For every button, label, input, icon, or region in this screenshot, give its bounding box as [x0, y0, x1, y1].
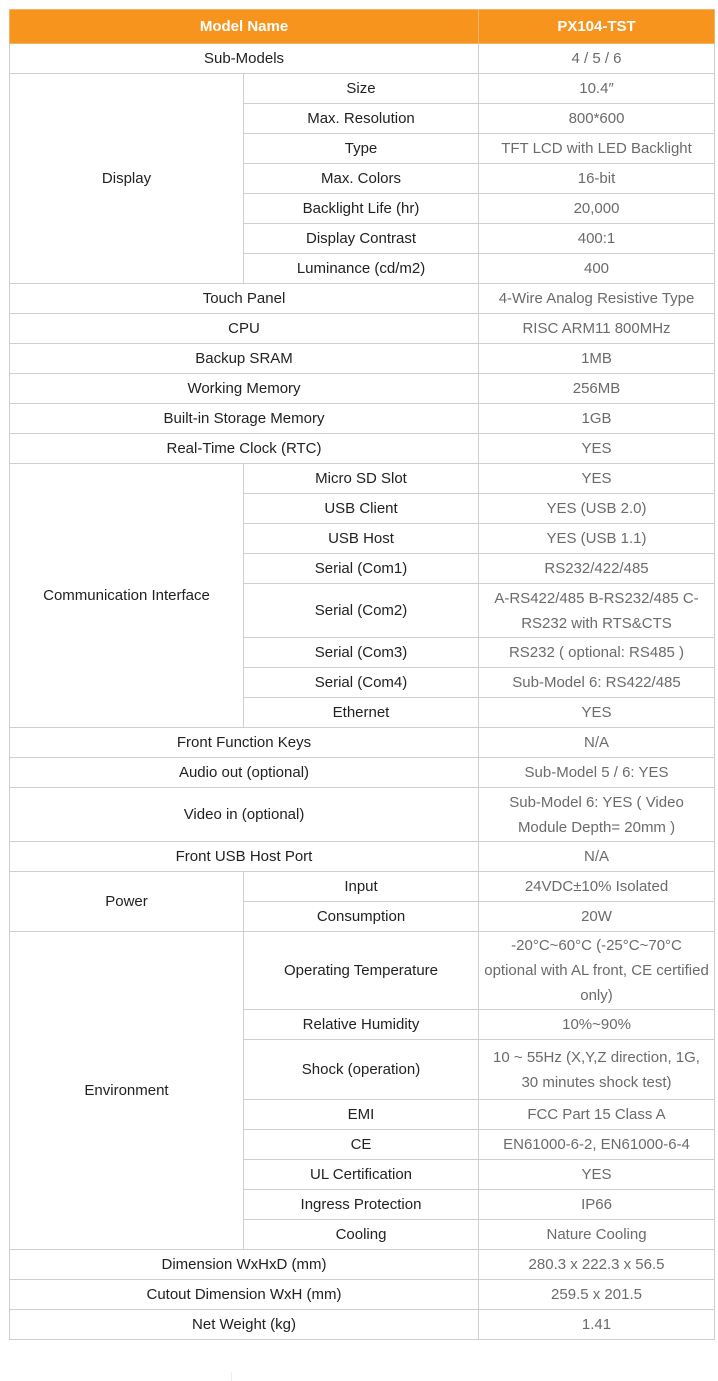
- row-label: Video in (optional): [10, 788, 479, 842]
- table-row: [10, 464, 715, 494]
- row-label: EMI: [244, 1100, 479, 1130]
- row-label: USB Client: [244, 494, 479, 524]
- row-value: 10%~90%: [479, 1010, 715, 1040]
- row-value: 280.3 x 222.3 x 56.5: [479, 1250, 715, 1280]
- row-label: Type: [244, 134, 479, 164]
- row-label: Front USB Host Port: [10, 842, 479, 872]
- row-value: YES (USB 2.0): [479, 494, 715, 524]
- row-value: N/A: [479, 842, 715, 872]
- row-label: Operating Temperature: [244, 932, 479, 1010]
- row-label: Ethernet: [244, 698, 479, 728]
- row-value: 10.4″: [479, 74, 715, 104]
- table-row: [10, 788, 715, 842]
- table-row: [10, 758, 715, 788]
- row-label: Audio out (optional): [10, 758, 479, 788]
- row-label: Ingress Protection: [244, 1190, 479, 1220]
- row-label: CPU: [10, 314, 479, 344]
- table-row: [10, 434, 715, 464]
- row-label: Serial (Com2): [244, 584, 479, 638]
- row-label: Micro SD Slot: [244, 464, 479, 494]
- group-label-power: Power: [10, 872, 244, 932]
- row-value: 4 / 5 / 6: [479, 44, 715, 74]
- row-label: Net Weight (kg): [10, 1310, 479, 1340]
- row-value: IP66: [479, 1190, 715, 1220]
- row-label: Luminance (cd/m2): [244, 254, 479, 284]
- row-label: Dimension WxHxD (mm): [10, 1250, 479, 1280]
- row-value: YES (USB 1.1): [479, 524, 715, 554]
- row-value: A-RS422/485 B-RS232/485 C-RS232 with RTS&CTS: [479, 584, 715, 638]
- row-value: Sub-Model 6: RS422/485: [479, 668, 715, 698]
- row-label: Cutout Dimension WxH (mm): [10, 1280, 479, 1310]
- row-label: Display Contrast: [244, 224, 479, 254]
- table-header-row: [10, 10, 715, 44]
- table-row: [10, 44, 715, 74]
- row-value: 400:1: [479, 224, 715, 254]
- row-value: Sub-Model 5 / 6: YES: [479, 758, 715, 788]
- row-value: Sub-Model 6: YES ( Video Module Depth= 20mm ): [479, 788, 715, 842]
- row-label: Front Function Keys: [10, 728, 479, 758]
- table-row: [10, 932, 715, 1010]
- row-value: YES: [479, 434, 715, 464]
- table-row: [10, 728, 715, 758]
- row-value: RISC ARM11 800MHz: [479, 314, 715, 344]
- row-value: EN61000-6-2, EN61000-6-4: [479, 1130, 715, 1160]
- table-row: [10, 872, 715, 902]
- row-value: TFT LCD with LED Backlight: [479, 134, 715, 164]
- table-row: [10, 1250, 715, 1280]
- table-row: [10, 842, 715, 872]
- row-label: Backlight Life (hr): [244, 194, 479, 224]
- header-value: PX104-TST: [479, 10, 715, 44]
- row-label: USB Host: [244, 524, 479, 554]
- row-label: Built-in Storage Memory: [10, 404, 479, 434]
- header-label: Model Name: [10, 10, 479, 44]
- row-label: Input: [244, 872, 479, 902]
- row-value: 10 ~ 55Hz (X,Y,Z direction, 1G, 30 minutes shock test): [479, 1040, 715, 1100]
- row-label: Serial (Com1): [244, 554, 479, 584]
- table-row: [10, 1310, 715, 1340]
- table-row: [10, 344, 715, 374]
- row-label: Consumption: [244, 902, 479, 932]
- group-label-display: Display: [10, 74, 244, 284]
- table-row: [10, 404, 715, 434]
- row-value: 800*600: [479, 104, 715, 134]
- row-value: FCC Part 15 Class A: [479, 1100, 715, 1130]
- row-value: 20W: [479, 902, 715, 932]
- row-value: 1GB: [479, 404, 715, 434]
- row-label: Serial (Com3): [244, 638, 479, 668]
- row-label: Serial (Com4): [244, 668, 479, 698]
- row-value: 4-Wire Analog Resistive Type: [479, 284, 715, 314]
- table-row: [10, 1280, 715, 1310]
- table-row: [10, 314, 715, 344]
- row-value: YES: [479, 698, 715, 728]
- row-label: Touch Panel: [10, 284, 479, 314]
- row-label: Working Memory: [10, 374, 479, 404]
- row-value: YES: [479, 464, 715, 494]
- row-label: Shock (operation): [244, 1040, 479, 1100]
- row-value: 400: [479, 254, 715, 284]
- row-value: 1MB: [479, 344, 715, 374]
- row-label: Cooling: [244, 1220, 479, 1250]
- row-label: Real-Time Clock (RTC): [10, 434, 479, 464]
- table-row: [10, 374, 715, 404]
- row-value: RS232/422/485: [479, 554, 715, 584]
- spec-table: [9, 9, 715, 1340]
- row-value: N/A: [479, 728, 715, 758]
- divider: [231, 1372, 232, 1381]
- row-label: CE: [244, 1130, 479, 1160]
- row-value: 24VDC±10% Isolated: [479, 872, 715, 902]
- row-value: Nature Cooling: [479, 1220, 715, 1250]
- table-row: [10, 74, 715, 104]
- row-value: 20,000: [479, 194, 715, 224]
- row-label: Relative Humidity: [244, 1010, 479, 1040]
- group-label-communication: Communication Interface: [10, 464, 244, 728]
- row-label: Max. Colors: [244, 164, 479, 194]
- row-value: -20°C~60°C (-25°C~70°C optional with AL front, CE certified only): [479, 932, 715, 1010]
- row-label: Max. Resolution: [244, 104, 479, 134]
- row-value: 256MB: [479, 374, 715, 404]
- row-value: RS232 ( optional: RS485 ): [479, 638, 715, 668]
- row-label: UL Certification: [244, 1160, 479, 1190]
- row-value: 16-bit: [479, 164, 715, 194]
- row-value: 1.41: [479, 1310, 715, 1340]
- row-label: Sub-Models: [10, 44, 479, 74]
- row-value: 259.5 x 201.5: [479, 1280, 715, 1310]
- row-label: Backup SRAM: [10, 344, 479, 374]
- row-value: YES: [479, 1160, 715, 1190]
- row-label: Size: [244, 74, 479, 104]
- table-row: [10, 284, 715, 314]
- group-label-environment: Environment: [10, 932, 244, 1250]
